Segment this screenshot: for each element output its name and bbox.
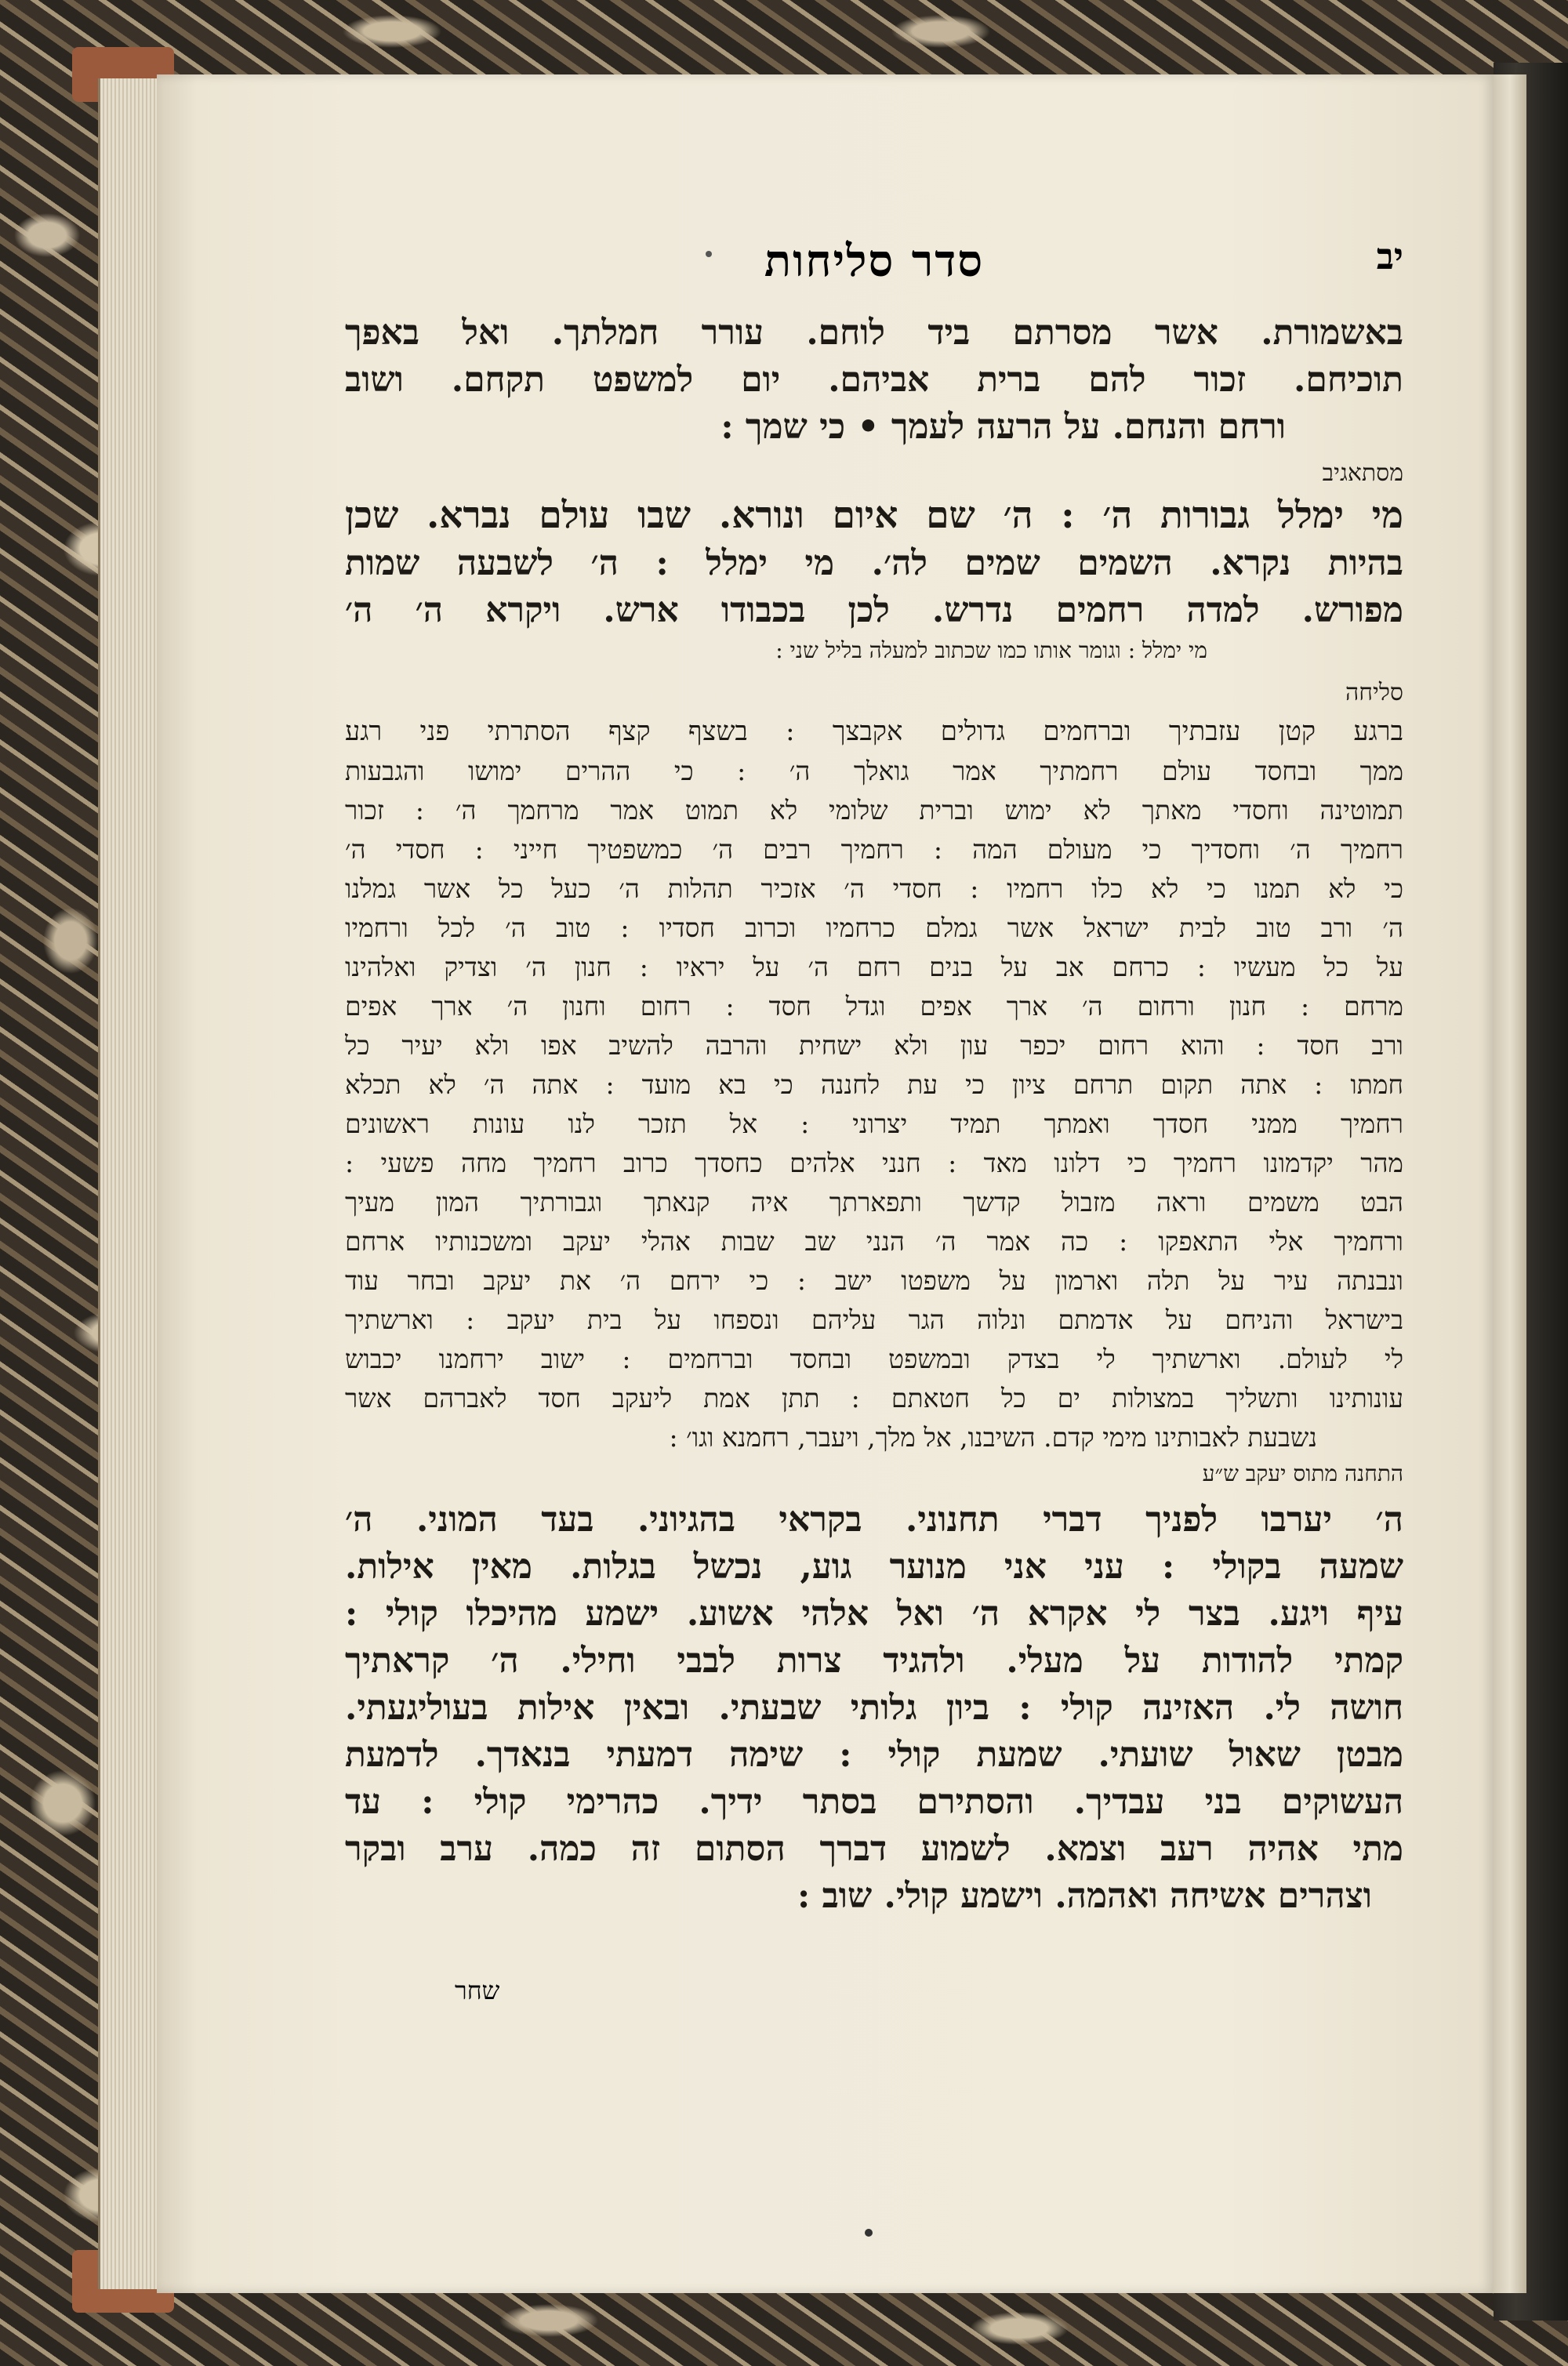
text-body: [345, 310, 1403, 1920]
note-line: התחנה מתוס יעקב ש״ע: [1202, 1461, 1403, 1486]
catchword: שחר: [455, 1976, 500, 2005]
text-line: ונבנתה עיר על תלה וארמון על משפטו ישב : כי ירחם ה׳ את יעקב ובחר עוד: [345, 1265, 1403, 1296]
page-header: [345, 235, 1403, 298]
section-label: סליחה: [1345, 679, 1403, 706]
text-line: רחמיך ה׳ וחסדיך כי מעולם המה : רחמיך רבים ה׳ כמשפטיך חייני : חסדי ה׳: [345, 834, 1403, 865]
text-line: רחמיך ממני חסדך ואמתך תמיד יצרוני : אל תזכר לנו עונות ראשונים: [345, 1109, 1403, 1139]
section-4: [345, 1497, 1403, 1920]
text-line: עיף ויגע. בצר לי אקרא ה׳ ואל אלהי אשוע. ישמע מהיכלו קולי :: [345, 1594, 1403, 1634]
section-label: מסתאגיב: [1322, 459, 1403, 487]
section-3: [345, 675, 1403, 1490]
text-line: ה׳ יערבו לפניך דברי תחנוני. בקראי בהגיוני. בעד המוני. ה׳: [345, 1500, 1403, 1540]
text-line: ורב חסד : והוא רחום יכפר עון ולא ישחית והרבה להשיב אפו ולא יעיר כל: [345, 1030, 1403, 1061]
header-dot: [706, 251, 712, 257]
text-line: מבטן שאול שועתי. שמעת קולי : שימה דמעתי בנאדך. לדמעת: [345, 1735, 1403, 1775]
text-line: נשבעת לאבותינו מימי קדם. השיבנו, אל מלך, ויעבר, רחמנא וגו׳ :: [669, 1422, 1317, 1453]
running-title: סדר סליחות: [764, 235, 985, 287]
text-line: תוכיחם. זכור להם ברית אביהם. יום למשפט תקחם. ושוב: [345, 360, 1403, 400]
section-1: [345, 310, 1403, 451]
text-line: הבט משמים וראה מזבול קדשך ותפארתך איה קנאתך וגבורתיך המון מעיך: [345, 1187, 1403, 1217]
text-line: כי לא תמנו כי לא כלו רחמיו : חסדי ה׳ אזכיר תהלות ה׳ כעל כל אשר גמלנו: [345, 873, 1403, 904]
text-line: מהר יקדמונו רחמיך כי דלונו מאד : חנני אלהים כחסדך כרוב רחמיך מחה פשעי :: [345, 1148, 1403, 1178]
text-line: לי לעולם. וארשתיך לי בצדק ובמשפט ובחסד וברחמים : ישוב ירחמנו יכבוש: [345, 1344, 1403, 1374]
text-line: ורחם והנחם. על הרעה לעמך • כי שמך :: [720, 407, 1286, 447]
text-line: בהיות נקרא. השמים שמים לה׳. מי ימלל : ה׳ לשבעה שמות: [345, 543, 1403, 583]
text-line: עונותינו ותשליך במצולות ים כל חטאתם : תתן אמת ליעקב חסד לאברהם אשר: [345, 1383, 1403, 1413]
section-2: [345, 455, 1403, 667]
page-gutter: [1494, 74, 1526, 2293]
text-line: באשמורת. אשר מסרתם ביד לוחם. עורר חמלתך. ואל באפך: [345, 313, 1403, 353]
text-line: ברגע קטן עזבתיך וברחמים גדולים אקבצך : בשצף קצף הסתרתי פני רגע: [345, 716, 1403, 747]
text-line: מפורש. למדה רחמים נדרש. לכן בכבודו ארש. ויקרא ה׳ ה׳: [345, 590, 1403, 630]
text-line: קמתי להודות על מעלי. ולהגיד צרות לבבי וחילי. ה׳ קראתיך: [345, 1641, 1403, 1681]
page-mark: [865, 2229, 873, 2237]
text-line: העשוקים בני עבדיך. והסתירם בסתר ידיך. כהרימי קולי : עד: [345, 1782, 1403, 1822]
text-line: שמעה בקולי : עני אני מנוער גוע, נכשל בגלות. מאין אילות.: [345, 1547, 1403, 1587]
page-edges: [98, 78, 163, 2289]
text-line: מי ימלל גבורות ה׳ : ה׳ שם איום ונורא. שבו עולם נברא. שכן: [345, 494, 1403, 537]
text-line: ה׳ ורב טוב לבית ישראל אשר גמלם כרחמיו וכרוב חסדיו : טוב ה׳ לכל ורחמיו: [345, 913, 1403, 943]
text-line: מרחם : חנון ורחום ה׳ ארך אפים וגדל חסד : רחום וחנון ה׳ ארך אפים: [345, 991, 1403, 1022]
text-line: חושה לי. האזינה קולי : ביון גלותי שבעתי. ובאין אילות בעוליגעתי.: [345, 1688, 1403, 1728]
text-line: בישראל והניחם על אדמתם ונלוה הגר עליהם ונספחו על בית יעקב : וארשתיך: [345, 1305, 1403, 1335]
text-line: חמתו : אתה תקום תרחם ציון כי עת לחננה כי בא מועד : אתה ה׳ לא תכלא: [345, 1069, 1403, 1100]
page-number: יב: [1376, 235, 1403, 278]
text-line: ממך ובחסד עולם רחמתיך אמר גואלך ה׳ : כי ההרים ימושו והגבעות: [345, 756, 1403, 786]
text-line: תמוטינה וחסדי מאתך לא ימוש וברית שלומי לא תמוט אמר מרחמך ה׳ : זכור: [345, 795, 1403, 826]
text-line: על כל מעשיו : כרחם אב על בנים רחם ה׳ על יראיו : חנון ה׳ וצדיק ואלהינו: [345, 952, 1403, 982]
text-line: וצהרים אשיחה ואהמה. וישמע קולי. שוב :: [797, 1876, 1372, 1916]
text-line: ורחמיך אלי התאפקו : כה אמר ה׳ הנני שב שבות אהלי יעקב ומשכנותיו ארחם: [345, 1226, 1403, 1257]
text-line: מתי אהיה רעב וצמא. לשמוע דברך הסתום זה כמה. ערב ובקר: [345, 1829, 1403, 1869]
note-line: מי ימלל : וגומר אותו כמו שכתוב למעלה בליל שני :: [775, 637, 1207, 663]
